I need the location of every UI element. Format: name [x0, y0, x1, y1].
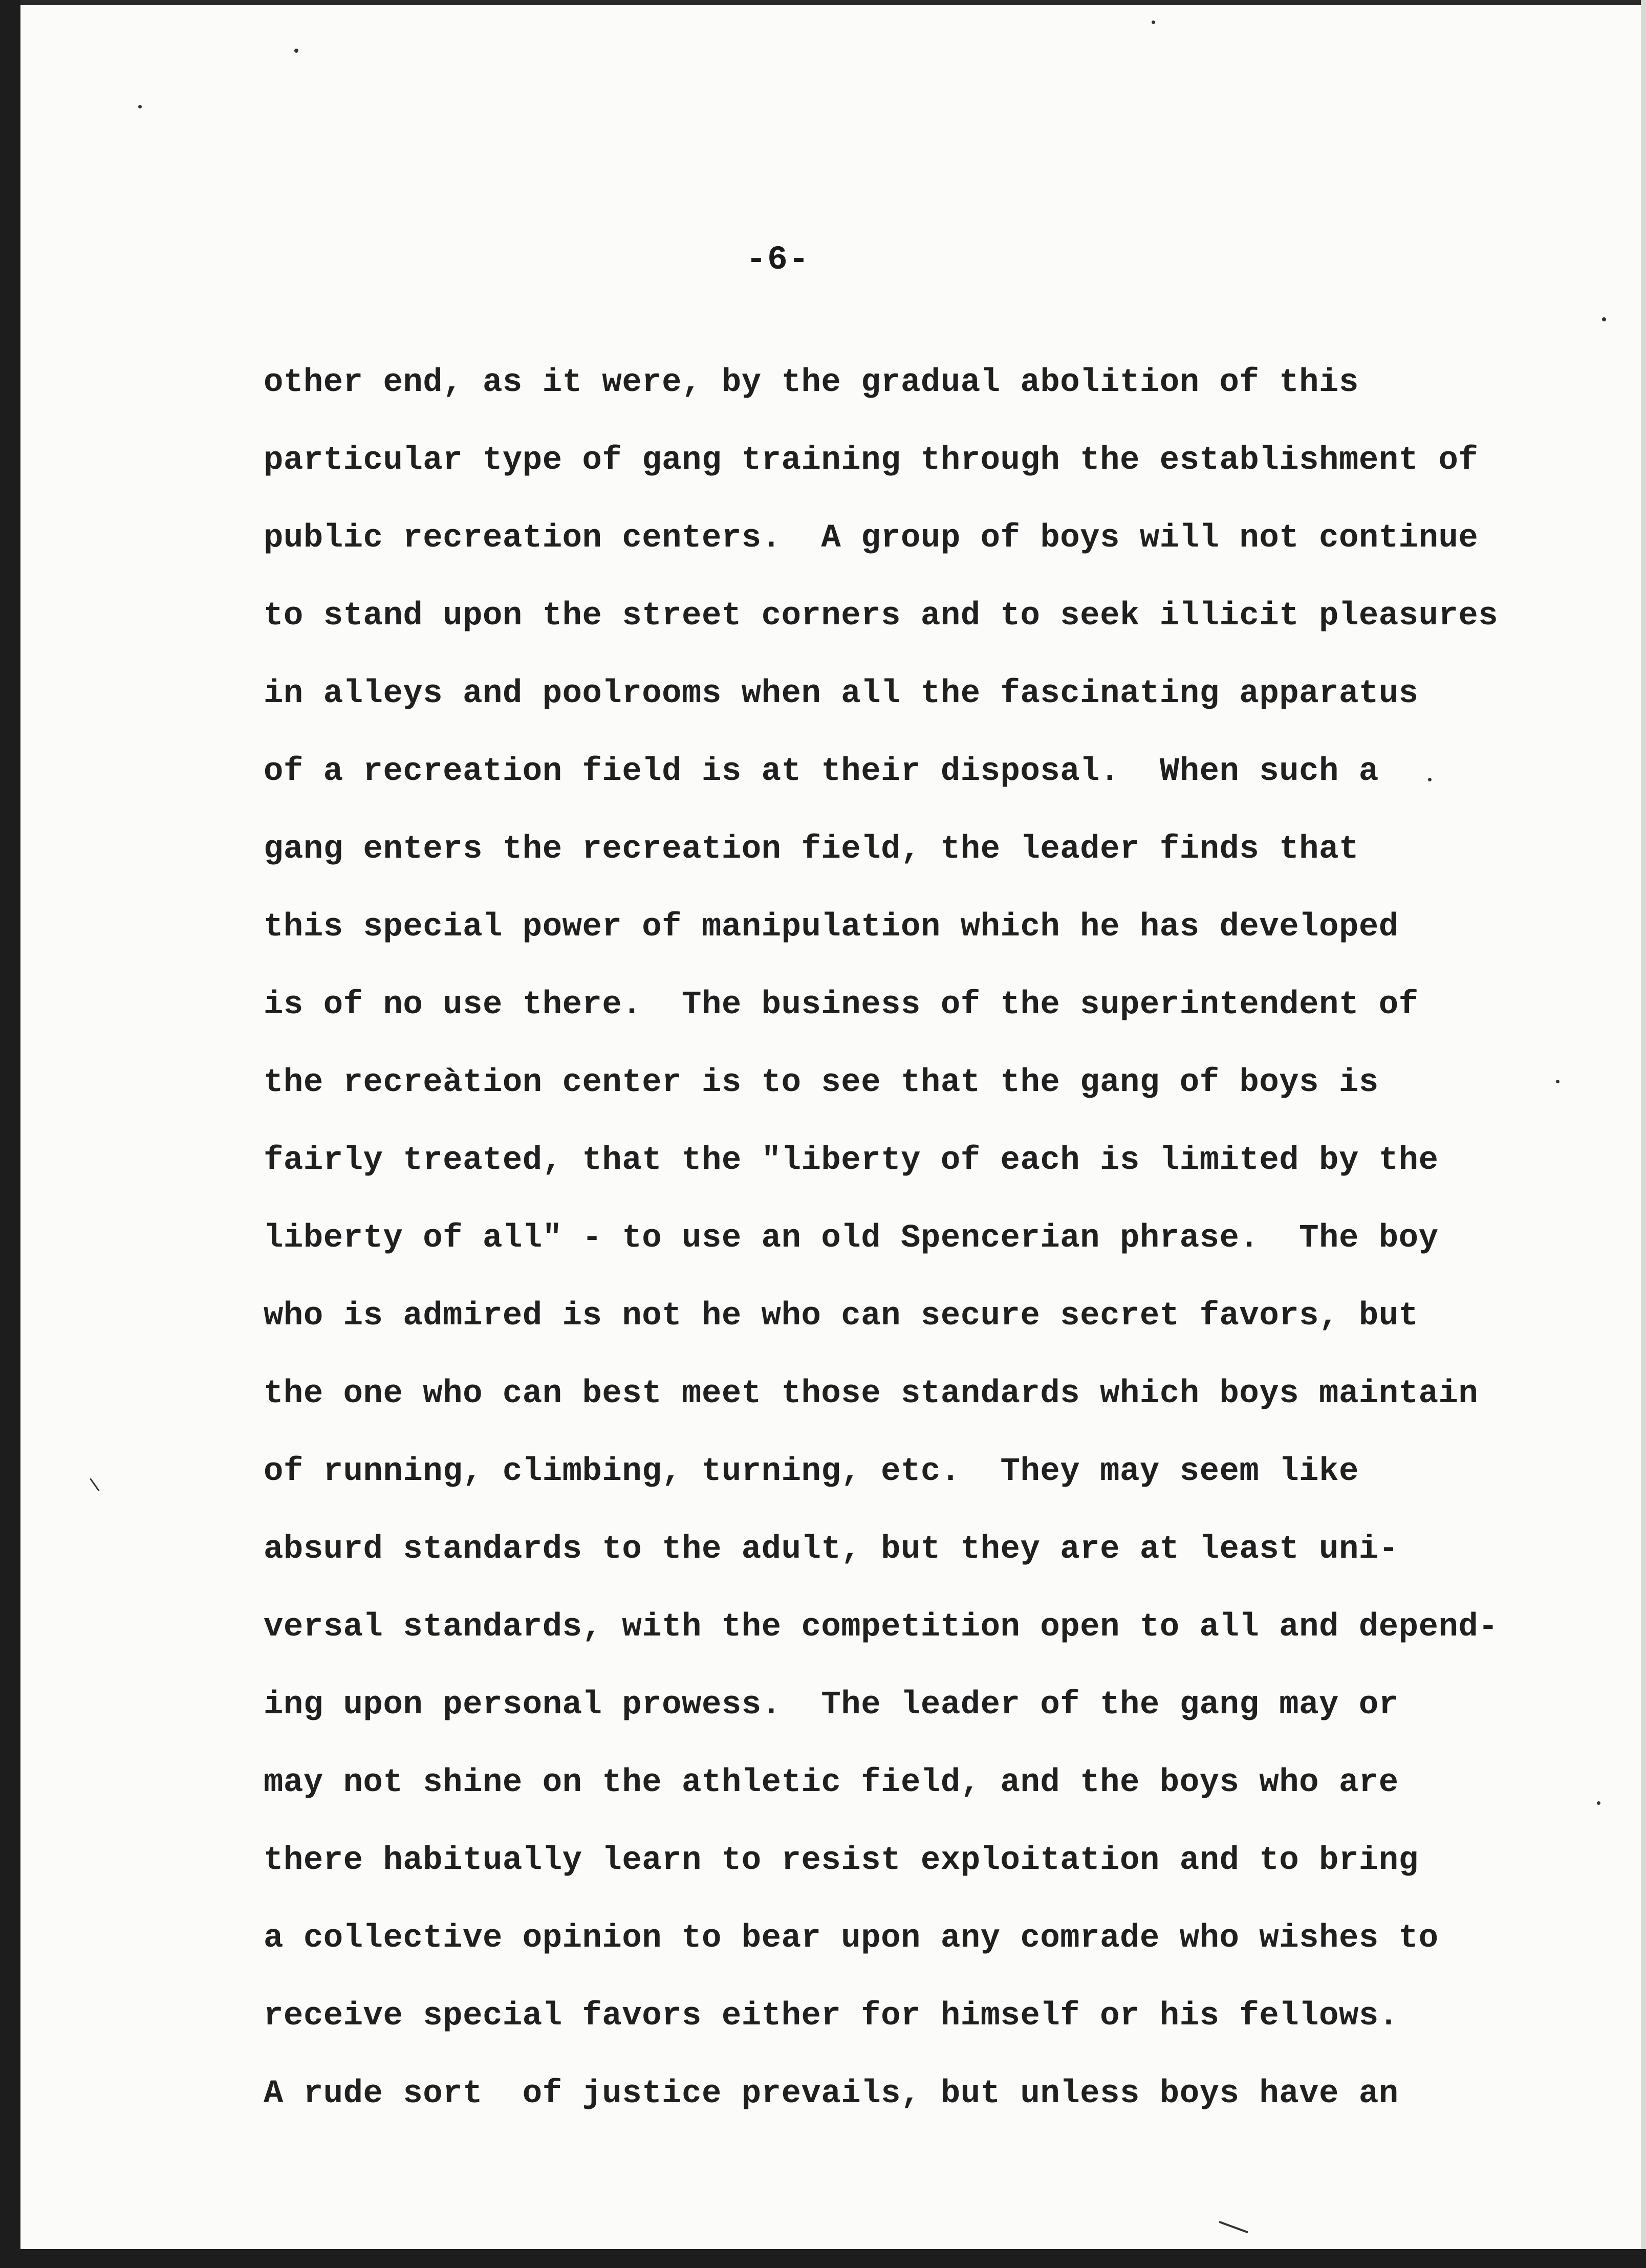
text-line-23: A rude sort of justice prevails, but unless boys have an — [264, 2076, 1399, 2112]
scan-speck — [1428, 778, 1432, 781]
text-line-13: who is admired is not he who can secure secret favors, but — [264, 1298, 1419, 1335]
text-line-6: of a recreation field is at their disposal. When such a — [264, 753, 1379, 790]
text-line-9: is of no use there. The business of the superintendent of — [264, 987, 1419, 1023]
text-line-20: there habitually learn to resist exploitation and to bring — [264, 1842, 1419, 1879]
text-line-11: fairly treated, that the "liberty of each is limited by the — [264, 1142, 1439, 1179]
scan-border-left — [0, 0, 20, 2268]
text-line-17: versal standards, with the competition open to all and depend- — [264, 1609, 1499, 1646]
scan-speck — [1556, 1080, 1560, 1083]
scan-speck — [1602, 317, 1606, 321]
text-line-7: gang enters the recreation field, the leader finds that — [264, 831, 1359, 868]
scan-border-right — [1641, 0, 1646, 2268]
scan-border-top — [0, 0, 1646, 5]
text-line-21: a collective opinion to bear upon any comrade who wishes to — [264, 1920, 1439, 1957]
text-line-19: may not shine on the athletic field, and the boys who are — [264, 1764, 1399, 1801]
text-line-2: particular type of gang training through the establishment of — [264, 442, 1479, 479]
text-line-18: ing upon personal prowess. The leader of the gang may or — [264, 1687, 1399, 1724]
scan-speck — [1152, 20, 1155, 24]
text-line-22: receive special favors either for himself or his fellows. — [264, 1998, 1399, 2035]
text-line-5: in alleys and poolrooms when all the fascinating apparatus — [264, 675, 1419, 712]
text-line-10: the recreàtion center is to see that the gang of boys is — [264, 1064, 1379, 1101]
text-line-15: of running, climbing, turning, etc. They may seem like — [264, 1453, 1359, 1490]
text-line-16: absurd standards to the adult, but they are at least uni- — [264, 1531, 1399, 1568]
page-number: -6- — [746, 241, 810, 279]
text-line-14: the one who can best meet those standards which boys maintain — [264, 1376, 1479, 1412]
scan-speck — [1597, 1801, 1600, 1805]
scan-mark — [1219, 2221, 1248, 2233]
scan-border-bottom — [0, 2249, 1646, 2268]
scan-speck — [138, 105, 142, 108]
scan-mark — [90, 1478, 100, 1491]
text-line-4: to stand upon the street corners and to seek illicit pleasures — [264, 598, 1499, 635]
text-line-8: this special power of manipulation which he has developed — [264, 909, 1399, 946]
text-line-1: other end, as it were, by the gradual abolition of this — [264, 364, 1359, 401]
text-line-3: public recreation centers. A group of boys will not continue — [264, 520, 1479, 557]
scan-speck — [294, 49, 298, 53]
text-line-12: liberty of all" - to use an old Spencerian phrase. The boy — [264, 1220, 1439, 1257]
